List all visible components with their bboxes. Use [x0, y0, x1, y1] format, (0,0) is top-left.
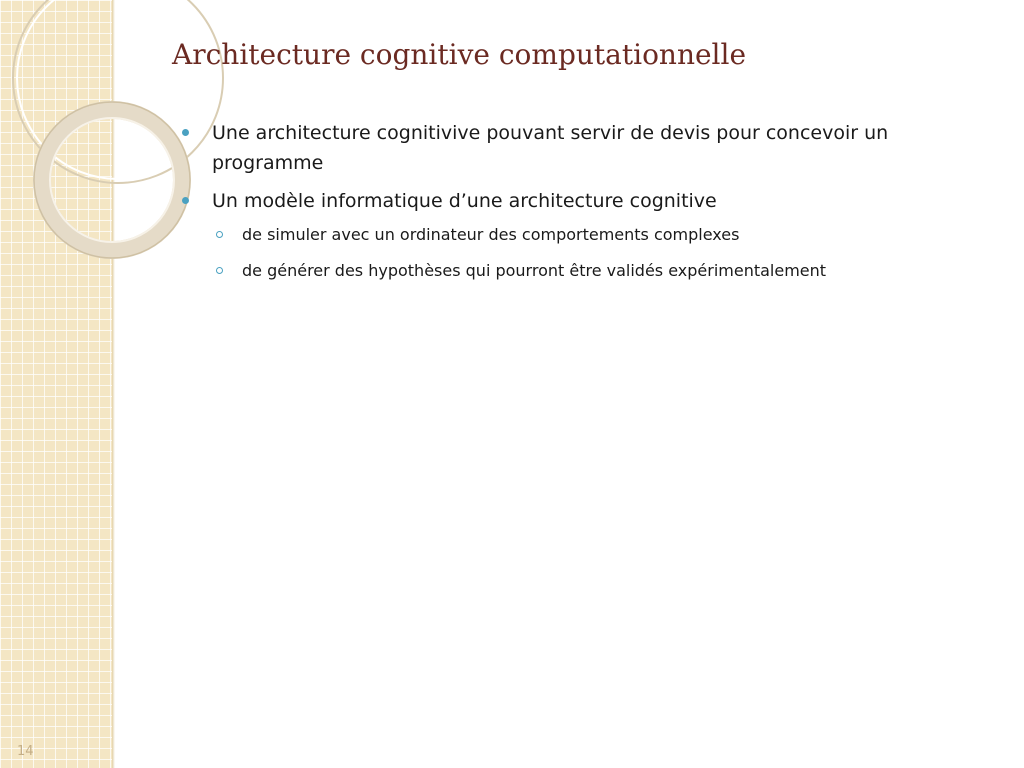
- filled-dot-icon: [182, 197, 189, 204]
- sub-bullet-item: [182, 260, 982, 282]
- circle-decoration-icon: [0, 0, 140, 260]
- sub-bullet-text: de générer des hypothèses qui pourront être validés expérimentalement: [242, 261, 827, 280]
- filled-dot-icon: [182, 129, 189, 136]
- hollow-ring-icon: [216, 267, 223, 274]
- sub-bullet-item: [182, 224, 982, 246]
- bullet-item: [182, 186, 982, 216]
- page-number: 14: [17, 744, 34, 759]
- hollow-ring-icon: [216, 231, 223, 238]
- bullet-text: Un modèle informatique d’une architecture cognitive: [212, 190, 717, 212]
- slide-title: Architecture cognitive computationnelle: [172, 38, 747, 71]
- bullet-item: [182, 118, 982, 178]
- bullet-text: Une architecture cognitivive pouvant servir de devis pour concevoir un programme: [212, 122, 889, 174]
- slide-body: [182, 118, 982, 296]
- sub-bullet-text: de simuler avec un ordinateur des comportements complexes: [242, 225, 740, 244]
